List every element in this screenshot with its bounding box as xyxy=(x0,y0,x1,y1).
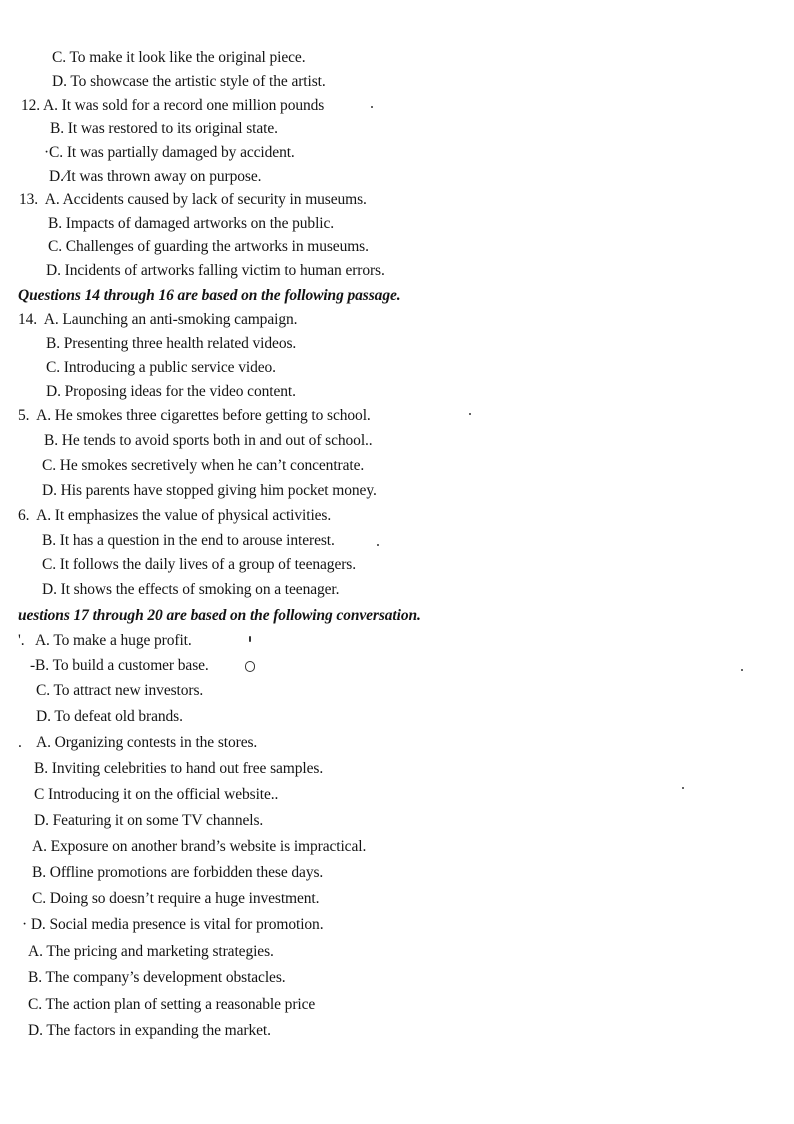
scan-speck xyxy=(741,669,743,671)
question-line: 13. A. Accidents caused by lack of security in museums. xyxy=(19,191,367,208)
scan-speck xyxy=(377,544,379,546)
option-line: B. Presenting three health related videos. xyxy=(46,335,297,352)
option-line: -B. To build a customer base. xyxy=(30,657,209,674)
question-line: . A. Organizing contests in the stores. xyxy=(18,734,258,751)
option-line: D. Proposing ideas for the video content. xyxy=(46,383,296,400)
question-number: 6. xyxy=(18,507,30,524)
option-line: D. It shows the effects of smoking on a teenager. xyxy=(42,581,340,598)
option-line: D. To showcase the artistic style of the artist. xyxy=(52,73,326,90)
scan-speck xyxy=(249,636,251,642)
option-line: B. The company’s development obstacles. xyxy=(28,969,286,986)
option-line: B. It was restored to its original state. xyxy=(50,120,278,137)
option-line: B. Offline promotions are forbidden these days. xyxy=(32,864,324,881)
option-line: ·C. It was partially damaged by accident. xyxy=(44,144,295,161)
option-line: C. Doing so doesn’t require a huge investment. xyxy=(32,890,320,907)
section-heading: Questions 14 through 16 are based on the following passage. xyxy=(18,287,401,304)
option-line: B. Inviting celebrities to hand out free samples. xyxy=(34,760,324,777)
question-number: 13. xyxy=(19,191,39,208)
option-line: A. Exposure on another brand’s website is impractical. xyxy=(32,838,367,855)
option-line: C. To make it look like the original piece. xyxy=(52,49,306,66)
question-number: 12. xyxy=(21,97,41,114)
question-line: 6. A. It emphasizes the value of physical activities. xyxy=(18,507,332,524)
question-number: 5. xyxy=(18,407,30,424)
question-number: 14. xyxy=(18,311,38,328)
option-line: C Introducing it on the official website.. xyxy=(34,786,279,803)
question-number: '. xyxy=(18,632,25,649)
option-line: D. His parents have stopped giving him pocket money. xyxy=(42,482,377,499)
option-line: C. Challenges of guarding the artworks in museums. xyxy=(48,238,369,255)
option-line: D. Incidents of artworks falling victim to human errors. xyxy=(46,262,385,279)
option-line: A. The pricing and marketing strategies. xyxy=(28,943,274,960)
option-line: B. Impacts of damaged artworks on the public. xyxy=(48,215,335,232)
option-line: C. It follows the daily lives of a group of teenagers. xyxy=(42,556,356,573)
option-line: C. To attract new investors. xyxy=(36,682,204,699)
option-line: · D. Social media presence is vital for promotion. xyxy=(22,916,324,933)
question-line: '. A. To make a huge profit. xyxy=(18,632,192,649)
option-line: D.⁄It was thrown away on purpose. xyxy=(49,168,262,185)
scan-speck xyxy=(469,413,471,415)
question-line: 5. A. He smokes three cigarettes before getting to school. xyxy=(18,407,371,424)
option-line: B. It has a question in the end to arouse interest. xyxy=(42,532,335,549)
circled-mark xyxy=(245,661,255,672)
option-line: D. Featuring it on some TV channels. xyxy=(34,812,264,829)
question-line: 12. A. It was sold for a record one million pounds xyxy=(21,97,325,114)
option-line: D. The factors in expanding the market. xyxy=(28,1022,271,1039)
scan-speck xyxy=(682,787,684,789)
option-line: C. Introducing a public service video. xyxy=(46,359,276,376)
option-line: C. He smokes secretively when he can’t concentrate. xyxy=(42,457,365,474)
option-line: B. He tends to avoid sports both in and out of school.. xyxy=(44,432,373,449)
option-line: C. The action plan of setting a reasonable price xyxy=(28,996,316,1013)
option-line: D. To defeat old brands. xyxy=(36,708,183,725)
question-line: 14. A. Launching an anti-smoking campaign. xyxy=(18,311,298,328)
question-number: . xyxy=(18,734,22,751)
scan-speck xyxy=(371,106,373,108)
section-heading: uestions 17 through 20 are based on the following conversation. xyxy=(18,607,421,624)
